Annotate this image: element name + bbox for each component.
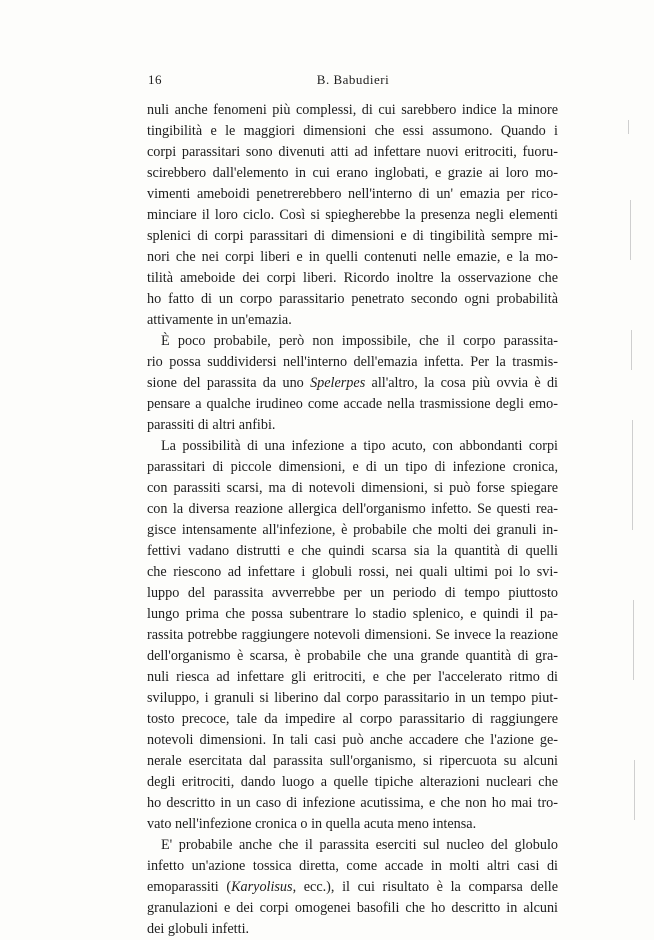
text-line: pensare a qualche irudineo come accade nella trasmissione degli emo- [147,396,558,412]
text-line: vato nell'infezione cronica o in quella acuta meno intensa. [147,816,477,832]
text-line: infetto un'azione tossica diretta, come accade in molti altri casi di [147,858,558,874]
paragraph [147,436,558,835]
text-line: gisce intensamente all'infezione, è probabile che molti dei granuli in- [147,522,558,538]
text-line: lungo prima che possa subentrare lo stadio splenico, e quindi il pa- [147,606,558,622]
text-line: luppo del parassita avverrebbe per un periodo di tempo piuttosto [147,585,558,601]
text-line: nori che nei corpi liberi e in quelli contenuti nelle emazie, e la mo- [147,249,558,265]
text-line: dei globuli infetti. [147,921,250,937]
text-line: ho fatto di un corpo parassitario penetrato secondo ogni probabilità [147,291,558,307]
text-line: emoparassiti (Karyolisus, ecc.), il cui risultato è la comparsa delle [147,879,558,895]
text-line: tilità ameboide dei corpi liberi. Ricordo inoltre la osservazione che [147,270,558,286]
page-number: 16 [148,72,162,87]
text-line: minciare il loro ciclo. Così si spiegherebbe la presenza negli elementi [147,207,558,223]
text-line: splenici di corpi parassitari di dimensioni e di tingibilità sempre mi- [147,228,558,244]
paragraph [147,100,558,331]
text-line: rassita potrebbe raggiungere notevoli dimensioni. Se invece la reazione [147,627,558,643]
text-line: sviluppo, i granuli si liberino dal corpo parassitario in un tempo piut- [147,690,558,706]
text-line: La possibilità di una infezione a tipo acuto, con abbondanti corpi [161,438,558,454]
body-text [147,100,558,940]
text-line: tosto precoce, tale da impedire al corpo parassitario di raggiungere [147,711,558,727]
text-line: dell'organismo è scarsa, è probabile che una grande quantità di gra- [147,648,558,664]
page-header [148,72,558,92]
text-line: con parassiti scarsi, ma di notevoli dimensioni, si può forse spiegare [147,480,558,496]
running-head: B. Babudieri [316,72,390,87]
text-line: È poco probabile, però non impossibile, che il corpo parassita- [161,333,558,349]
text-line: tingibilità e le maggiori dimensioni che essi assumono. Quando i [147,123,558,139]
italic-term: Spelerpes [310,375,366,391]
scan-edge-mark [633,600,634,680]
text-line: rio possa suddividersi nell'interno dell'emazia infetta. Per la trasmis- [147,354,558,370]
scan-edge-mark [630,200,631,260]
text-line: vimenti ameboidi penetrerebbero nell'interno di un' emazia per rico- [147,186,558,202]
text-line: sione del parassita da uno Spelerpes all'altro, la cosa più ovvia è di [147,375,558,391]
scan-edge-mark [631,330,632,370]
scan-edge-mark [628,120,629,134]
text-line: parassitari di piccole dimensioni, e di un tipo di infezione cronica, [147,459,558,475]
text-line: attivamente in un'emazia. [147,312,292,328]
scan-edge-mark [634,760,635,820]
text-line: granulazioni e dei corpi omogenei basofili che ho descritto in alcuni [147,900,558,916]
text-line: parassiti di altri anfibi. [147,417,276,433]
text-line: ho descritto in un caso di infezione acutissima, e che non ho mai tro- [147,795,558,811]
text-line: notevoli dimensioni. In tali casi può anche accadere che l'azione ge- [147,732,558,748]
text-line: scirebbero dall'elemento in cui erano inglobati, e grazie ai loro mo- [147,165,558,181]
text-line: nuli anche fenomeni più complessi, di cui sarebbero indice la minore [147,102,558,118]
scan-edge-mark [632,420,633,530]
text-line: fettivi vadano distrutti e che quindi scarsa sia la quantità di quelli [147,543,558,559]
text-line: nerale esercitata dal parassita sull'organismo, si ripercuota su alcuni [147,753,558,769]
italic-term: Karyolisus [231,879,293,895]
text-line: E' probabile anche che il parassita eserciti sul nucleo del globulo [161,837,558,853]
text-line: corpi parassitari sono divenuti atti ad infettare nuovi eritrociti, fuoru- [147,144,558,160]
text-line: degli eritrociti, dando luogo a quelle tipiche alterazioni nucleari che [147,774,558,790]
text-line: con la diversa reazione allergica dell'organismo infetto. Se questi rea- [147,501,558,517]
paragraph [147,835,558,940]
text-line: nuli riesca ad infettare gli eritrociti, e che per l'accelerato ritmo di [147,669,558,685]
text-line: che riescono ad infettare i globuli rossi, nei quali ultimi poi lo svi- [147,564,558,580]
paragraph [147,331,558,436]
